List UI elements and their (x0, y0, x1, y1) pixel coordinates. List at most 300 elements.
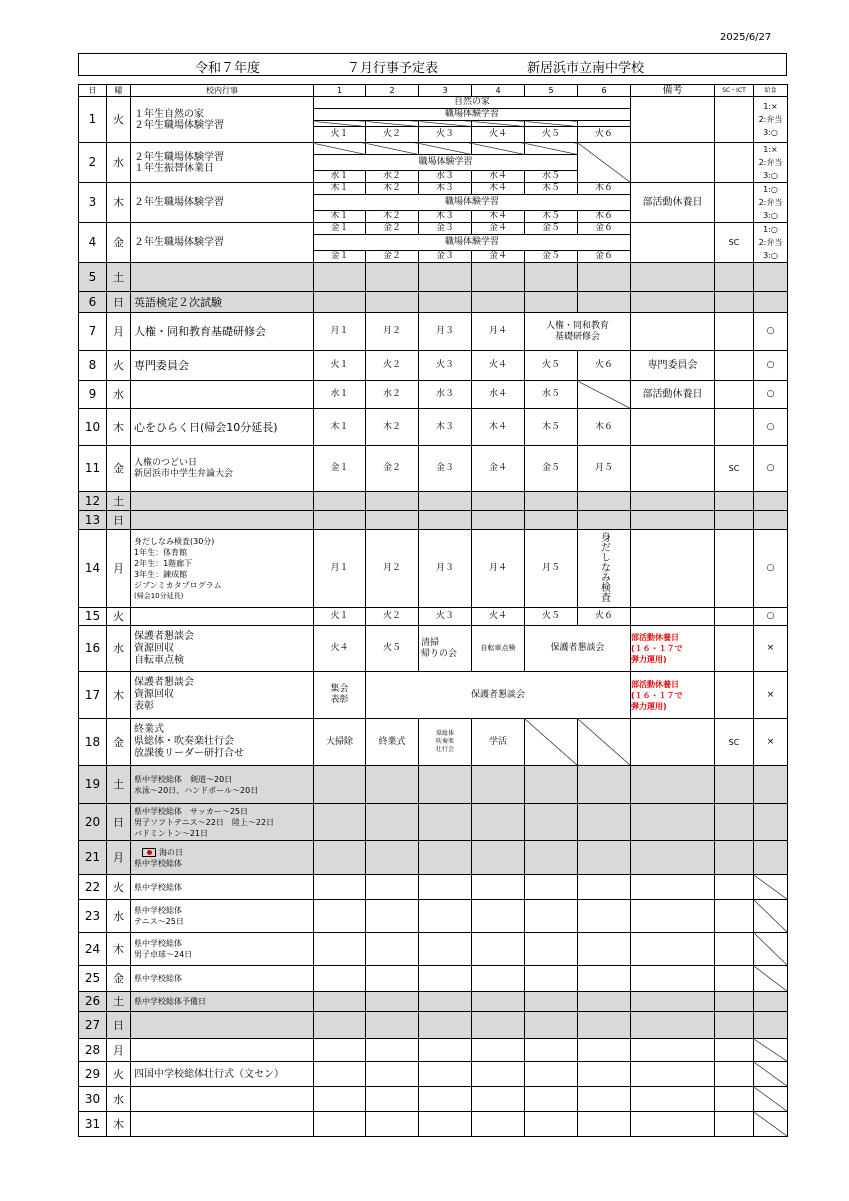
lunch-cell (754, 143, 788, 183)
period-cell (314, 292, 366, 313)
period-cell: 火３ (419, 351, 472, 381)
period-cell (419, 804, 472, 841)
slash-cell (366, 143, 419, 155)
period-cell (314, 841, 366, 875)
slash-cell (314, 143, 366, 155)
period-cell (472, 263, 525, 292)
event-cell (131, 841, 314, 875)
lunch-line: 1:× (763, 145, 778, 154)
note-cell (631, 804, 715, 841)
lunch-cell: × (754, 626, 788, 672)
period-cell: 月２ (366, 313, 419, 351)
event-line: １年生振替休業日 (134, 162, 214, 174)
row-day-20 (79, 804, 788, 841)
period-cell (366, 263, 419, 292)
band-cell: 職場体験学習 (314, 109, 631, 121)
row-day-27 (79, 1012, 788, 1039)
period-cell: 火４ (472, 608, 525, 626)
event-line: 県中学校総体 サッカー～25日 (134, 806, 249, 816)
weekday: 月 (107, 530, 131, 608)
lunch-cell: × (754, 672, 788, 719)
day-number: 3 (79, 183, 107, 223)
period-cell: 金１ (314, 223, 366, 235)
period-cell: 火５ (525, 608, 578, 626)
day-number: 11 (79, 446, 107, 492)
period-cell (366, 292, 419, 313)
weekday: 日 (107, 292, 131, 313)
period-cell: 木６ (578, 183, 631, 195)
event-cell (131, 1012, 314, 1039)
period-cell (419, 900, 472, 933)
event-cell (131, 263, 314, 292)
period-cell: 月２ (366, 530, 419, 608)
sc-cell (715, 766, 754, 804)
period-cell (578, 1112, 631, 1137)
period-cell: 月５ (578, 446, 631, 492)
period-cell (578, 1087, 631, 1112)
weekday: 水 (107, 626, 131, 672)
col-day: 日 (79, 85, 107, 97)
period-cell: 自転車点検 (472, 626, 525, 672)
event-cell (131, 511, 314, 530)
period-cell: 水５ (525, 171, 578, 183)
weekday: 火 (107, 97, 131, 143)
day-number: 26 (79, 992, 107, 1012)
period-cell (472, 841, 525, 875)
row-day-3 (79, 183, 788, 195)
period-cell: 金６ (578, 223, 631, 235)
note-line: (１６・１７で (631, 644, 683, 653)
period-cell (366, 992, 419, 1012)
col-note: 備考 (631, 85, 715, 97)
row-day-17 (79, 672, 788, 719)
period-cell: 水２ (366, 171, 419, 183)
event-cell (131, 446, 314, 492)
period-cell: 月５ (525, 530, 578, 608)
row-day-13 (79, 511, 788, 530)
period-cell: 火２ (366, 608, 419, 626)
day-number: 12 (79, 492, 107, 511)
sc-cell (715, 626, 754, 672)
event-line: 表彰 (134, 701, 154, 712)
period-cell (366, 841, 419, 875)
event-cell (131, 933, 314, 966)
page-title: ７月行事予定表 (347, 61, 439, 76)
day-number: 19 (79, 766, 107, 804)
note-cell (631, 446, 715, 492)
period-line: 県総体 (435, 730, 454, 737)
period-cell (578, 511, 631, 530)
row-day-31 (79, 1112, 788, 1137)
lunch-line: 3:○ (763, 251, 778, 260)
weekday: 月 (107, 841, 131, 875)
period-cell (366, 933, 419, 966)
period-cell: 金３ (419, 446, 472, 492)
period-cell: 月１ (314, 530, 366, 608)
lunch-cell (754, 223, 788, 263)
note-line: (１６・１７で (631, 690, 683, 700)
weekday: 火 (107, 1062, 131, 1087)
lunch-cell: ○ (754, 381, 788, 409)
column-header-row (79, 85, 788, 97)
slash-cell (754, 804, 788, 841)
row-day-18 (79, 719, 788, 766)
period-cell: 金２ (366, 446, 419, 492)
row-day-4 (79, 223, 788, 235)
day-number: 10 (79, 409, 107, 446)
event-cell (131, 719, 314, 766)
weekday: 日 (107, 511, 131, 530)
period-cell: 火５ (525, 351, 578, 381)
row-day-12 (79, 492, 788, 511)
day-number: 7 (79, 313, 107, 351)
period-cell (525, 1039, 578, 1062)
period-cell (578, 966, 631, 992)
period-cell (578, 292, 631, 313)
note-cell (631, 97, 715, 143)
weekday: 水 (107, 143, 131, 183)
period-cell: 火１ (314, 608, 366, 626)
sc-cell: SC (715, 446, 754, 492)
row-day-14 (79, 530, 788, 608)
event-line: 県総体・吹奏楽壮行会 (134, 736, 234, 747)
period-cell: 火４ (472, 127, 525, 143)
sc-cell (715, 900, 754, 933)
note-cell: 専門委員会 (631, 351, 715, 381)
slash-cell (754, 992, 788, 1012)
event-cell: ２年生職場体験学習 (131, 183, 314, 223)
period-cell: 保護者懇談会 (525, 626, 631, 672)
slash-cell (525, 719, 578, 766)
period-cell (472, 1062, 525, 1087)
slash-cell (754, 1112, 788, 1137)
day-number: 24 (79, 933, 107, 966)
period-cell: 金６ (578, 251, 631, 263)
day-number: 8 (79, 351, 107, 381)
note-cell (631, 511, 715, 530)
event-line: 3年生：錬成館 (134, 569, 188, 579)
slash-cell (754, 900, 788, 933)
weekday: 金 (107, 223, 131, 263)
note-cell (631, 1062, 715, 1087)
period-cell: 火３ (419, 608, 472, 626)
period-cell (314, 1087, 366, 1112)
lunch-line: 2:弁当 (758, 198, 783, 207)
day-number: 17 (79, 672, 107, 719)
period-cell (472, 966, 525, 992)
period-cell (314, 511, 366, 530)
period-cell (419, 511, 472, 530)
period-cell (472, 1039, 525, 1062)
event-cell (131, 381, 314, 409)
period-cell: 金３ (419, 251, 472, 263)
weekday: 水 (107, 1087, 131, 1112)
lunch-cell (754, 511, 788, 530)
lunch-cell (754, 183, 788, 223)
period-cell (472, 766, 525, 804)
event-cell (131, 804, 314, 841)
school-name: 新居浜市立南中学校 (527, 61, 645, 76)
print-date: 2025/6/27 (720, 32, 772, 43)
note-cell (631, 1087, 715, 1112)
slash-cell (472, 143, 525, 155)
event-cell: 人権・同和教育基礎研修会 (131, 313, 314, 351)
event-line: 資源回収 (134, 642, 174, 654)
period-cell (314, 1012, 366, 1039)
period-cell (419, 1062, 472, 1087)
period-line: 帰りの会 (421, 648, 458, 659)
note-cell (631, 900, 715, 933)
sc-cell (715, 933, 754, 966)
period-cell (525, 966, 578, 992)
period-cell (578, 992, 631, 1012)
period-cell: 月４ (472, 530, 525, 608)
period-cell: 金４ (472, 223, 525, 235)
period-cell (525, 1087, 578, 1112)
lunch-cell: ○ (754, 530, 788, 608)
period-cell (419, 1039, 472, 1062)
day-number: 18 (79, 719, 107, 766)
band-cell: 職場体験学習 (314, 195, 631, 211)
sc-cell (715, 608, 754, 626)
event-cell: ２年生職場体験学習 (131, 223, 314, 263)
period-cell (525, 511, 578, 530)
event-line: 県中学校総体 (134, 858, 182, 868)
period-cell (472, 511, 525, 530)
slash-cell (754, 1062, 788, 1087)
day-number: 27 (79, 1012, 107, 1039)
period-cell: 月１ (314, 313, 366, 351)
day-number: 31 (79, 1112, 107, 1137)
period-cell (366, 875, 419, 900)
day-number: 4 (79, 223, 107, 263)
row-day-7 (79, 313, 788, 351)
event-line: 人権のつどい日 (134, 457, 198, 468)
period-line: 壮行会 (435, 746, 454, 753)
sc-cell (715, 1039, 754, 1062)
event-cell (131, 672, 314, 719)
period-cell: 木３ (419, 409, 472, 446)
sc-cell (715, 97, 754, 143)
period-cell: 木４ (472, 183, 525, 195)
period-cell (525, 992, 578, 1012)
period-cell: 火２ (366, 351, 419, 381)
period-cell: 木１ (314, 409, 366, 446)
period-cell (525, 766, 578, 804)
period-cell (314, 766, 366, 804)
period-cell (314, 1062, 366, 1087)
period-cell: 火４ (314, 626, 366, 672)
row-day-11 (79, 446, 788, 492)
vertical-label: 身だしなみ検査 (598, 531, 610, 602)
row-day-29 (79, 1062, 788, 1087)
period-cell (472, 1012, 525, 1039)
event-line: 海の日 (159, 847, 183, 857)
lunch-cell (754, 292, 788, 313)
note-cell (631, 966, 715, 992)
event-cell (131, 900, 314, 933)
event-cell (131, 97, 314, 143)
period-cell (366, 1112, 419, 1137)
period-cell: 水４ (472, 171, 525, 183)
lunch-line: 1:○ (763, 185, 778, 194)
period-cell: 金４ (472, 446, 525, 492)
weekday: 木 (107, 183, 131, 223)
period-cell (419, 966, 472, 992)
row-day-6 (79, 292, 788, 313)
period-cell (314, 1039, 366, 1062)
note-cell (631, 766, 715, 804)
period-cell (366, 766, 419, 804)
period-cell (525, 841, 578, 875)
sc-cell (715, 1087, 754, 1112)
event-cell (131, 1039, 314, 1062)
day-number: 5 (79, 263, 107, 292)
note-cell (631, 841, 715, 875)
sc-cell (715, 804, 754, 841)
sc-cell (715, 1062, 754, 1087)
band-cell: 自然の家 (314, 97, 631, 109)
row-day-8 (79, 351, 788, 381)
period-cell (525, 263, 578, 292)
note-cell (631, 672, 715, 719)
period-cell (525, 804, 578, 841)
period-cell (419, 875, 472, 900)
sc-cell (715, 841, 754, 875)
period-cell (578, 530, 631, 608)
period-cell (525, 492, 578, 511)
row-day-5 (79, 263, 788, 292)
note-cell (631, 292, 715, 313)
period-cell (314, 1112, 366, 1137)
period-cell: 火３ (419, 127, 472, 143)
sc-cell (715, 875, 754, 900)
period-cell (366, 1062, 419, 1087)
day-number: 6 (79, 292, 107, 313)
period-cell (472, 292, 525, 313)
period-cell (578, 804, 631, 841)
period-line: 表彰 (330, 695, 349, 705)
period-cell: 水１ (314, 381, 366, 409)
sc-cell (715, 292, 754, 313)
period-cell (419, 292, 472, 313)
day-number: 23 (79, 900, 107, 933)
period-cell: 火６ (578, 351, 631, 381)
sc-cell (715, 263, 754, 292)
event-line: 県中学校総体 剣道～20日 (134, 774, 233, 784)
lunch-line: 2:弁当 (758, 158, 783, 167)
sc-cell (715, 381, 754, 409)
weekday: 火 (107, 875, 131, 900)
note-cell (631, 409, 715, 446)
period-line: 清掃 (421, 637, 440, 648)
row-day-2 (79, 143, 788, 155)
event-line: 1年生：体育館 (134, 547, 188, 557)
weekday: 木 (107, 933, 131, 966)
lunch-cell (754, 492, 788, 511)
period-cell (578, 263, 631, 292)
slash-cell (754, 766, 788, 804)
period-cell (472, 492, 525, 511)
day-number: 30 (79, 1087, 107, 1112)
slash-cell (419, 143, 472, 155)
sc-cell (715, 492, 754, 511)
event-cell (131, 492, 314, 511)
event-cell: 県中学校総体 (131, 875, 314, 900)
period-cell: 大掃除 (314, 719, 366, 766)
period-cell (525, 875, 578, 900)
sc-cell (715, 511, 754, 530)
weekday: 月 (107, 1039, 131, 1062)
day-number: 22 (79, 875, 107, 900)
weekday: 土 (107, 263, 131, 292)
period-cell: 木１ (314, 183, 366, 195)
event-line: ２年生職場体験学習 (134, 119, 224, 131)
lunch-cell (754, 263, 788, 292)
period-cell (578, 492, 631, 511)
note-line: 弾力運用) (631, 655, 667, 664)
sc-cell (715, 143, 754, 183)
event-line: バドミントン～21日 (134, 828, 209, 838)
sc-cell (715, 530, 754, 608)
weekday: 土 (107, 766, 131, 804)
lunch-cell: ○ (754, 409, 788, 446)
event-cell (131, 1112, 314, 1137)
period-cell (314, 263, 366, 292)
event-cell (131, 143, 314, 183)
day-number: 16 (79, 626, 107, 672)
col-event: 校内行事 (131, 85, 314, 97)
col-period-2: 2 (366, 85, 419, 97)
period-cell: 金５ (525, 251, 578, 263)
period-cell (578, 766, 631, 804)
slash-cell (754, 1012, 788, 1039)
slash-cell (525, 143, 578, 155)
period-cell (366, 1039, 419, 1062)
lunch-line: 1:○ (763, 225, 778, 234)
period-cell (525, 313, 631, 351)
period-cell (419, 841, 472, 875)
period-cell: 月４ (472, 313, 525, 351)
event-line: 放課後リーダー研打合せ (134, 748, 244, 759)
row-day-22 (79, 875, 788, 900)
period-cell (419, 1112, 472, 1137)
event-line: 新居浜市中学生弁論大会 (134, 468, 234, 479)
col-lunch: 給食 (754, 85, 788, 97)
note-cell (631, 719, 715, 766)
event-line: 男子ソフトテニス～22日 陸上～22日 (134, 817, 275, 827)
weekday: 日 (107, 804, 131, 841)
day-number: 15 (79, 608, 107, 626)
event-line: 資源回収 (134, 689, 174, 700)
band-cell: 職場体験学習 (314, 155, 578, 171)
event-line: ２年生職場体験学習 (134, 151, 224, 163)
weekday: 火 (107, 351, 131, 381)
weekday: 金 (107, 966, 131, 992)
row-day-9 (79, 381, 788, 409)
event-line: 終業式 (134, 724, 164, 735)
slash-cell (754, 1087, 788, 1112)
period-cell (419, 719, 472, 766)
lunch-cell: ○ (754, 446, 788, 492)
period-cell (419, 492, 472, 511)
period-cell: 火５ (525, 127, 578, 143)
slash-cell (578, 143, 631, 183)
row-day-28 (79, 1039, 788, 1062)
period-cell: 木５ (525, 183, 578, 195)
period-cell (578, 933, 631, 966)
period-cell (472, 992, 525, 1012)
